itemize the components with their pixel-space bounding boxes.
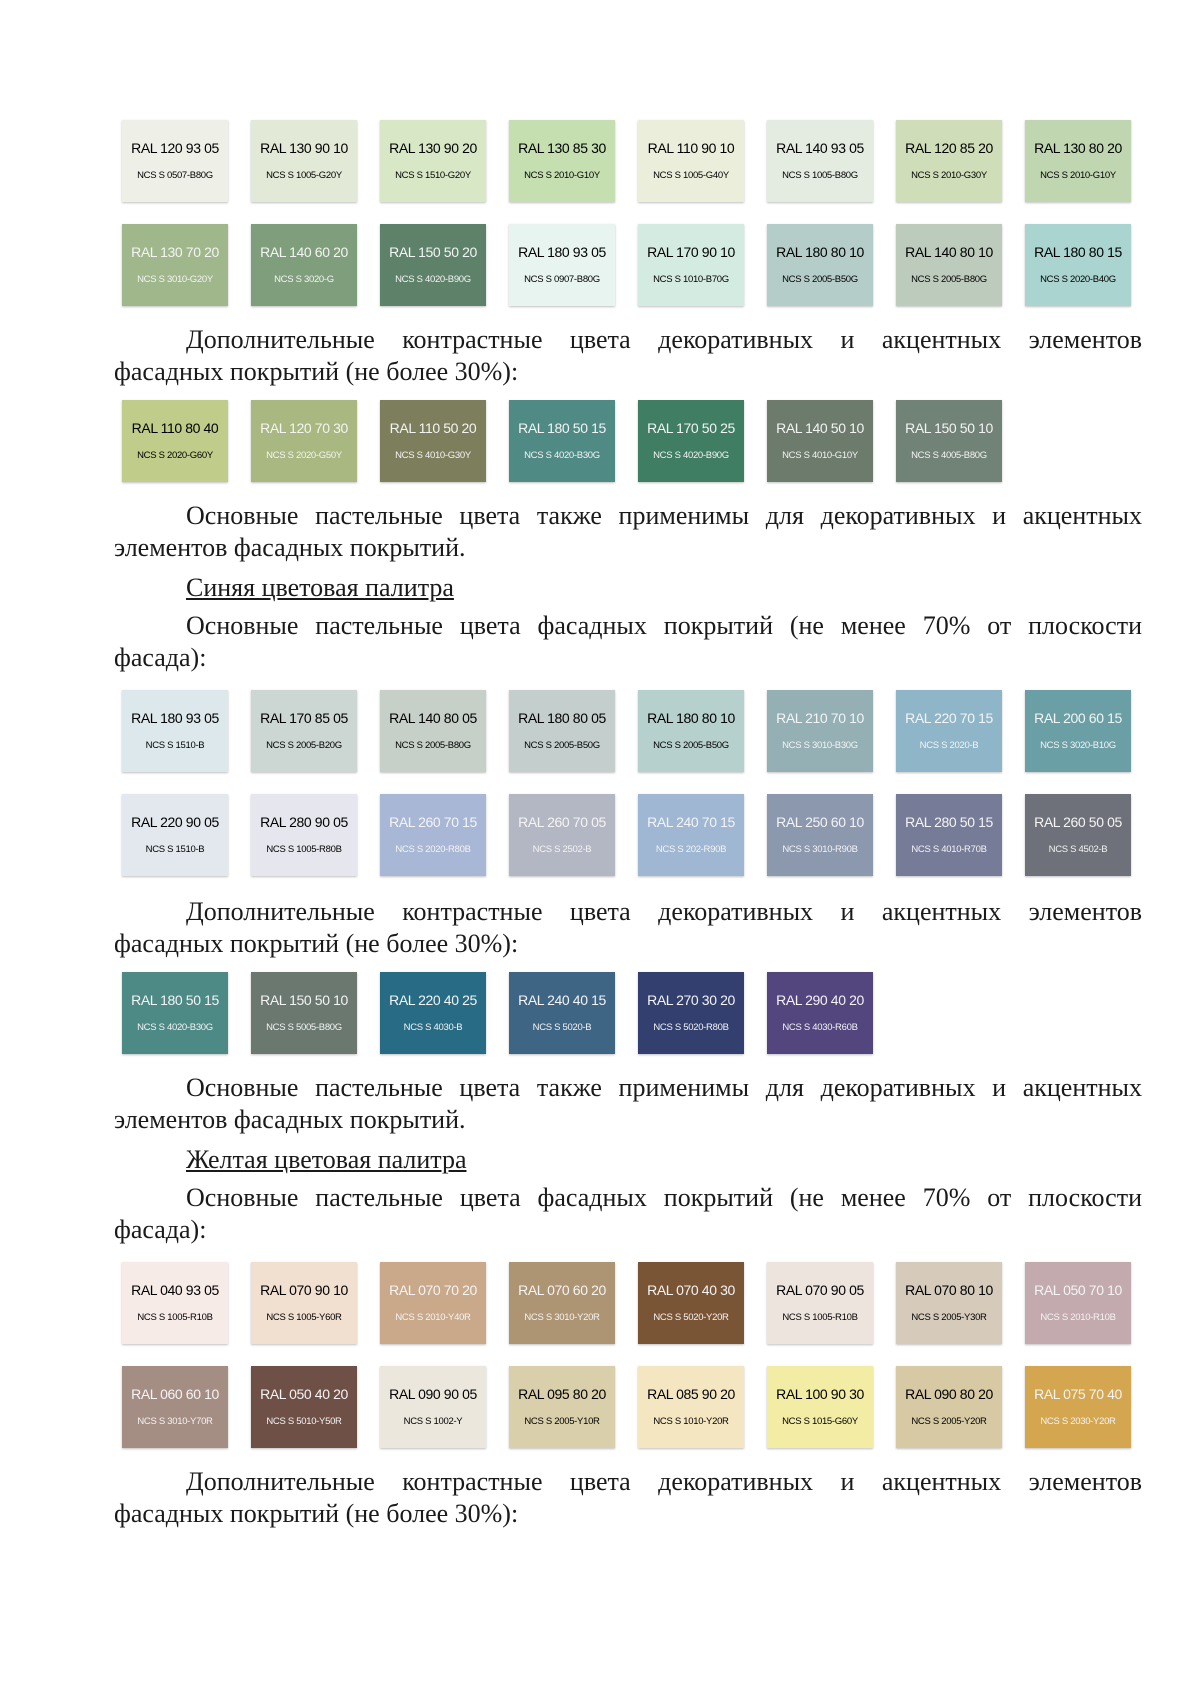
ral-code: RAL 070 60 20 (518, 1282, 606, 1298)
ral-code: RAL 220 40 25 (389, 992, 477, 1008)
green-note-line1: Основные пастельные цвета также применимы для декоративных и акцентных (186, 501, 1142, 530)
ral-code: RAL 070 90 10 (260, 1282, 348, 1298)
ral-code: RAL 260 70 05 (518, 814, 606, 830)
ncs-code: NCS S 1005-R10B (137, 1312, 213, 1323)
blue-note-paragraph (114, 1072, 1142, 1136)
ncs-code: NCS S 2005-Y20R (911, 1416, 987, 1427)
color-swatch (638, 120, 744, 202)
color-swatch (638, 794, 744, 876)
color-swatch (1025, 794, 1131, 876)
color-swatch (122, 1366, 228, 1448)
color-swatch (251, 690, 357, 772)
blue-main-swatch-row-1 (0, 690, 1200, 774)
color-swatch (509, 1366, 615, 1448)
color-swatch (896, 690, 1002, 772)
ral-code: RAL 140 93 05 (776, 140, 864, 156)
blue-contrast-paragraph (114, 896, 1142, 960)
ncs-code: NCS S 2005-Y30R (911, 1312, 987, 1323)
ncs-code: NCS S 2005-B50G (653, 740, 729, 751)
color-swatch (251, 972, 357, 1054)
color-swatch (1025, 224, 1131, 306)
ncs-code: NCS S 4030-R60B (782, 1022, 858, 1033)
ncs-code: NCS S 1005-R80B (266, 844, 342, 855)
ncs-code: NCS S 1510-B (145, 844, 205, 855)
ral-code: RAL 260 70 15 (389, 814, 477, 830)
ncs-code: NCS S 2005-Y10R (524, 1416, 600, 1427)
ral-code: RAL 180 80 10 (647, 710, 735, 726)
yellow-contrast-text-line2: фасадных покрытий (не более 30%): (114, 1499, 519, 1528)
ncs-code: NCS S 1005-B80G (782, 170, 858, 181)
ncs-code: NCS S 4020-B90G (653, 450, 729, 461)
color-swatch (122, 120, 228, 202)
yellow-contrast-paragraph (114, 1466, 1142, 1530)
color-swatch (1025, 1262, 1131, 1344)
green-note-line2: элементов фасадных покрытий. (114, 533, 466, 562)
color-swatch (638, 690, 744, 772)
ral-code: RAL 070 40 30 (647, 1282, 735, 1298)
ncs-code: NCS S 0907-B80G (524, 274, 600, 285)
green-main-swatch-row-2 (0, 224, 1200, 308)
ncs-code: NCS S 2010-G30Y (911, 170, 987, 181)
ral-code: RAL 120 70 30 (260, 420, 348, 436)
ncs-code: NCS S 1002-Y (403, 1416, 463, 1427)
ral-code: RAL 130 90 10 (260, 140, 348, 156)
blue-contrast-text-line1: Дополнительные контрастные цвета декоративных и акцентных элементов (186, 897, 1142, 926)
color-swatch (509, 972, 615, 1054)
color-swatch (1025, 1366, 1131, 1448)
ncs-code: NCS S 4005-B80G (911, 450, 987, 461)
ral-code: RAL 170 85 05 (260, 710, 348, 726)
ral-code: RAL 075 70 40 (1034, 1386, 1122, 1402)
color-swatch (896, 1366, 1002, 1448)
ral-code: RAL 120 85 20 (905, 140, 993, 156)
green-contrast-paragraph (114, 324, 1142, 388)
ral-code: RAL 220 90 05 (131, 814, 219, 830)
color-swatch (767, 1262, 873, 1344)
color-swatch (251, 400, 357, 482)
blue-note-line1: Основные пастельные цвета также применимы для декоративных и акцентных (186, 1073, 1142, 1102)
color-swatch (380, 794, 486, 876)
ncs-code: NCS S 1510-B (145, 740, 205, 751)
color-swatch (509, 1262, 615, 1344)
ral-code: RAL 130 90 20 (389, 140, 477, 156)
color-swatch (380, 120, 486, 202)
ncs-code: NCS S 3010-Y70R (137, 1416, 213, 1427)
ncs-code: NCS S 5020-B (532, 1022, 592, 1033)
ncs-code: NCS S 2005-B80G (911, 274, 987, 285)
ral-code: RAL 050 40 20 (260, 1386, 348, 1402)
color-swatch (638, 1262, 744, 1344)
ral-code: RAL 180 93 05 (131, 710, 219, 726)
blue-note-line2: элементов фасадных покрытий. (114, 1105, 466, 1134)
color-swatch (380, 690, 486, 772)
color-swatch (1025, 120, 1131, 202)
ral-code: RAL 070 90 05 (776, 1282, 864, 1298)
ral-code: RAL 070 80 10 (905, 1282, 993, 1298)
ral-code: RAL 180 93 05 (518, 244, 606, 260)
ncs-code: NCS S 2010-Y40R (395, 1312, 471, 1323)
ral-code: RAL 180 80 15 (1034, 244, 1122, 260)
color-swatch (896, 1262, 1002, 1344)
green-contrast-text-line1: Дополнительные контрастные цвета декоративных и акцентных элементов (186, 325, 1142, 354)
ral-code: RAL 120 93 05 (131, 140, 219, 156)
color-swatch (122, 400, 228, 482)
ral-code: RAL 140 50 10 (776, 420, 864, 436)
ncs-code: NCS S 1005-Y60R (266, 1312, 342, 1323)
ral-code: RAL 180 80 05 (518, 710, 606, 726)
ral-code: RAL 110 50 20 (389, 420, 477, 436)
yellow-main-swatch-row-1 (0, 1262, 1200, 1346)
ral-code: RAL 130 80 20 (1034, 140, 1122, 156)
color-swatch (509, 224, 615, 306)
yellow-main-text-line2: фасада): (114, 1215, 207, 1244)
color-swatch (767, 1366, 873, 1448)
blue-main-text-line2: фасада): (114, 643, 207, 672)
color-swatch (251, 794, 357, 876)
ncs-code: NCS S 2030-Y20R (1040, 1416, 1116, 1427)
ral-code: RAL 040 93 05 (131, 1282, 219, 1298)
color-swatch (767, 690, 873, 772)
ncs-code: NCS S 3010-Y20R (524, 1312, 600, 1323)
ral-code: RAL 180 50 15 (518, 420, 606, 436)
color-swatch (896, 400, 1002, 482)
color-swatch (251, 224, 357, 306)
ncs-code: NCS S 3020-G (274, 274, 334, 285)
ncs-code: NCS S 5020-Y20R (653, 1312, 729, 1323)
green-note-paragraph (114, 500, 1142, 564)
ncs-code: NCS S 3020-B10G (1040, 740, 1116, 751)
ncs-code: NCS S 2010-G10Y (1040, 170, 1116, 181)
yellow-main-swatch-row-2 (0, 1366, 1200, 1450)
color-swatch (896, 794, 1002, 876)
ncs-code: NCS S 2005-B50G (782, 274, 858, 285)
ncs-code: NCS S 4502-B (1048, 844, 1108, 855)
ral-code: RAL 180 80 10 (776, 244, 864, 260)
ncs-code: NCS S 1005-R10B (782, 1312, 858, 1323)
color-swatch (638, 400, 744, 482)
ral-code: RAL 090 80 20 (905, 1386, 993, 1402)
color-swatch (767, 972, 873, 1054)
blue-main-paragraph (114, 610, 1142, 674)
color-swatch (380, 224, 486, 306)
blue-main-text-line1: Основные пастельные цвета фасадных покрытий (не менее 70% от плоскости (186, 611, 1142, 640)
ncs-code: NCS S 4020-B30G (524, 450, 600, 461)
ral-code: RAL 220 70 15 (905, 710, 993, 726)
ncs-code: NCS S 2005-B20G (266, 740, 342, 751)
ncs-code: NCS S 2005-B50G (524, 740, 600, 751)
ral-code: RAL 280 90 05 (260, 814, 348, 830)
ncs-code: NCS S 2502-B (532, 844, 592, 855)
ral-code: RAL 140 80 10 (905, 244, 993, 260)
ncs-code: NCS S 4020-B90G (395, 274, 471, 285)
ral-code: RAL 130 85 30 (518, 140, 606, 156)
color-swatch (380, 1366, 486, 1448)
ral-code: RAL 270 30 20 (647, 992, 735, 1008)
ral-code: RAL 170 50 25 (647, 420, 735, 436)
ncs-code: NCS S 4010-G30Y (395, 450, 471, 461)
color-swatch (122, 224, 228, 306)
color-swatch (1025, 690, 1131, 772)
ral-code: RAL 240 40 15 (518, 992, 606, 1008)
green-main-swatch-row-1 (0, 120, 1200, 204)
ncs-code: NCS S 0507-B80G (137, 170, 213, 181)
ncs-code: NCS S 2020-G60Y (137, 450, 213, 461)
color-swatch (251, 120, 357, 202)
color-swatch (122, 690, 228, 772)
ncs-code: NCS S 4020-B30G (137, 1022, 213, 1033)
yellow-palette-heading: Желтая цветовая палитра (186, 1145, 467, 1174)
yellow-main-paragraph (114, 1182, 1142, 1246)
color-swatch (122, 794, 228, 876)
ncs-code: NCS S 2020-R80B (395, 844, 471, 855)
ncs-code: NCS S 2005-B80G (395, 740, 471, 751)
ral-code: RAL 100 90 30 (776, 1386, 864, 1402)
ncs-code: NCS S 202-R90B (655, 844, 727, 855)
ncs-code: NCS S 1010-Y20R (653, 1416, 729, 1427)
ral-code: RAL 260 50 05 (1034, 814, 1122, 830)
ncs-code: NCS S 1010-B70G (653, 274, 729, 285)
ral-code: RAL 150 50 10 (260, 992, 348, 1008)
ncs-code: NCS S 5005-B80G (266, 1022, 342, 1033)
ncs-code: NCS S 2020-B40G (1040, 274, 1116, 285)
ral-code: RAL 150 50 10 (905, 420, 993, 436)
color-swatch (509, 690, 615, 772)
ral-code: RAL 170 90 10 (647, 244, 735, 260)
color-swatch (767, 120, 873, 202)
ral-code: RAL 070 70 20 (389, 1282, 477, 1298)
color-swatch (251, 1262, 357, 1344)
ncs-code: NCS S 1005-G20Y (266, 170, 342, 181)
ral-code: RAL 130 70 20 (131, 244, 219, 260)
ncs-code: NCS S 1005-G40Y (653, 170, 729, 181)
ral-code: RAL 210 70 10 (776, 710, 864, 726)
color-swatch (509, 794, 615, 876)
color-swatch (509, 400, 615, 482)
ncs-code: NCS S 2020-B (919, 740, 979, 751)
ral-code: RAL 110 90 10 (647, 140, 735, 156)
ncs-code: NCS S 2010-R10B (1040, 1312, 1116, 1323)
ral-code: RAL 085 90 20 (647, 1386, 735, 1402)
color-swatch (896, 224, 1002, 306)
ncs-code: NCS S 3010-B30G (782, 740, 858, 751)
color-swatch (638, 972, 744, 1054)
green-contrast-swatch-row (0, 400, 1200, 484)
color-swatch (251, 1366, 357, 1448)
color-swatch (509, 120, 615, 202)
yellow-main-text-line1: Основные пастельные цвета фасадных покрытий (не менее 70% от плоскости (186, 1183, 1142, 1212)
color-swatch (767, 224, 873, 306)
ncs-code: NCS S 5020-R80B (653, 1022, 729, 1033)
ral-code: RAL 050 70 10 (1034, 1282, 1122, 1298)
ral-code: RAL 095 80 20 (518, 1386, 606, 1402)
ncs-code: NCS S 3010-G20Y (137, 274, 213, 285)
ral-code: RAL 180 50 15 (131, 992, 219, 1008)
ral-code: RAL 140 60 20 (260, 244, 348, 260)
ral-code: RAL 200 60 15 (1034, 710, 1122, 726)
ncs-code: NCS S 2020-G50Y (266, 450, 342, 461)
ncs-code: NCS S 5010-Y50R (266, 1416, 342, 1427)
color-swatch (380, 1262, 486, 1344)
ral-code: RAL 150 50 20 (389, 244, 477, 260)
ncs-code: NCS S 1015-G60Y (782, 1416, 858, 1427)
color-swatch (896, 120, 1002, 202)
ncs-code: NCS S 3010-R90B (782, 844, 858, 855)
color-swatch (380, 400, 486, 482)
blue-contrast-swatch-row (0, 972, 1200, 1056)
ral-code: RAL 060 60 10 (131, 1386, 219, 1402)
color-swatch (122, 1262, 228, 1344)
color-swatch (767, 794, 873, 876)
blue-contrast-text-line2: фасадных покрытий (не более 30%): (114, 929, 519, 958)
ncs-code: NCS S 4030-B (403, 1022, 463, 1033)
yellow-contrast-text-line1: Дополнительные контрастные цвета декоративных и акцентных элементов (186, 1467, 1142, 1496)
color-swatch (638, 224, 744, 306)
ncs-code: NCS S 2010-G10Y (524, 170, 600, 181)
color-swatch (638, 1366, 744, 1448)
ral-code: RAL 250 60 10 (776, 814, 864, 830)
ncs-code: NCS S 4010-R70B (911, 844, 987, 855)
ncs-code: NCS S 1510-G20Y (395, 170, 471, 181)
blue-main-swatch-row-2 (0, 794, 1200, 878)
color-swatch (122, 972, 228, 1054)
color-swatch (380, 972, 486, 1054)
color-swatch (767, 400, 873, 482)
ral-code: RAL 090 90 05 (389, 1386, 477, 1402)
ral-code: RAL 110 80 40 (131, 420, 219, 436)
blue-palette-heading: Синяя цветовая палитра (186, 573, 454, 602)
ral-code: RAL 240 70 15 (647, 814, 735, 830)
ral-code: RAL 140 80 05 (389, 710, 477, 726)
ncs-code: NCS S 4010-G10Y (782, 450, 858, 461)
green-contrast-text-line2: фасадных покрытий (не более 30%): (114, 357, 519, 386)
ral-code: RAL 290 40 20 (776, 992, 864, 1008)
ral-code: RAL 280 50 15 (905, 814, 993, 830)
